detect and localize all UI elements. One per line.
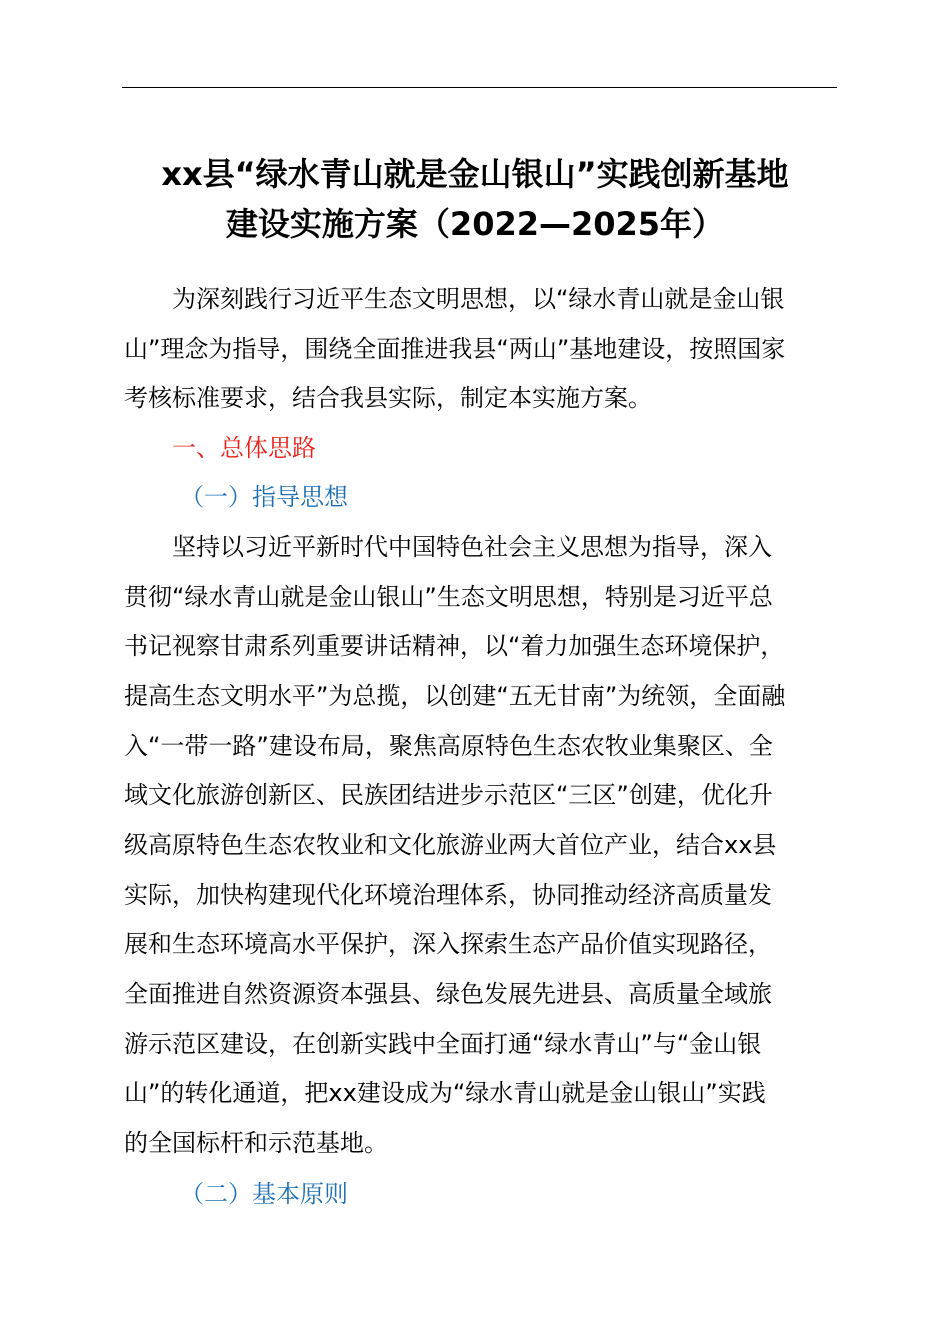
- body-line: 游示范区建设，在创新实践中全面打通“绿水青山”与“金山银: [124, 1030, 762, 1058]
- intro-line: 山”理念为指导，围绕全面推进我县“两山”基地建设，按照国家: [124, 335, 786, 363]
- body-line: 全面推进自然资源资本强县、绿色发展先进县、高质量全域旅: [124, 980, 772, 1008]
- body-line: 展和生态环境高水平保护，深入探索生态产品价值实现路径，: [124, 930, 772, 958]
- body-line: 实际，加快构建现代化环境治理体系，协同推动经济高质量发: [124, 881, 772, 909]
- body-line: 的全国标杆和示范基地。: [124, 1129, 388, 1157]
- intro-line: 为深刻践行习近平生态文明思想，以“绿水青山就是金山银: [172, 285, 785, 313]
- top-rule: [122, 87, 837, 88]
- body-line: 山”的转化通道，把xx建设成为“绿水青山就是金山银山”实践: [124, 1079, 766, 1107]
- body-line: 书记视察甘肃系列重要讲话精神，以“着力加强生态环境保护，: [124, 632, 785, 660]
- document-title-line-2: 建设实施方案（2022—2025年）: [225, 205, 725, 243]
- body-line: 坚持以习近平新时代中国特色社会主义思想为指导，深入: [172, 533, 772, 561]
- subsection-heading: （二）基本原则: [180, 1180, 348, 1208]
- body-line: 入“一带一路”建设布局，聚焦高原特色生态农牧业集聚区、全: [124, 732, 773, 760]
- section-heading: 一、总体思路: [172, 434, 316, 462]
- body-line: 提高生态文明水平”为总揽，以创建“五无甘南”为统领，全面融: [124, 682, 786, 710]
- intro-line: 考核标准要求，结合我县实际，制定本实施方案。: [124, 384, 652, 412]
- body-line: 贯彻“绿水青山就是金山银山”生态文明思想，特别是习近平总: [124, 583, 773, 611]
- body-line: 域文化旅游创新区、民族团结进步示范区“三区”创建，优化升: [124, 781, 773, 809]
- subsection-heading: （一）指导思想: [180, 483, 348, 511]
- document-title-line-1: xx县“绿水青山就是金山银山”实践创新基地: [161, 155, 789, 193]
- body-line: 级高原特色生态农牧业和文化旅游业两大首位产业，结合xx县: [124, 831, 777, 859]
